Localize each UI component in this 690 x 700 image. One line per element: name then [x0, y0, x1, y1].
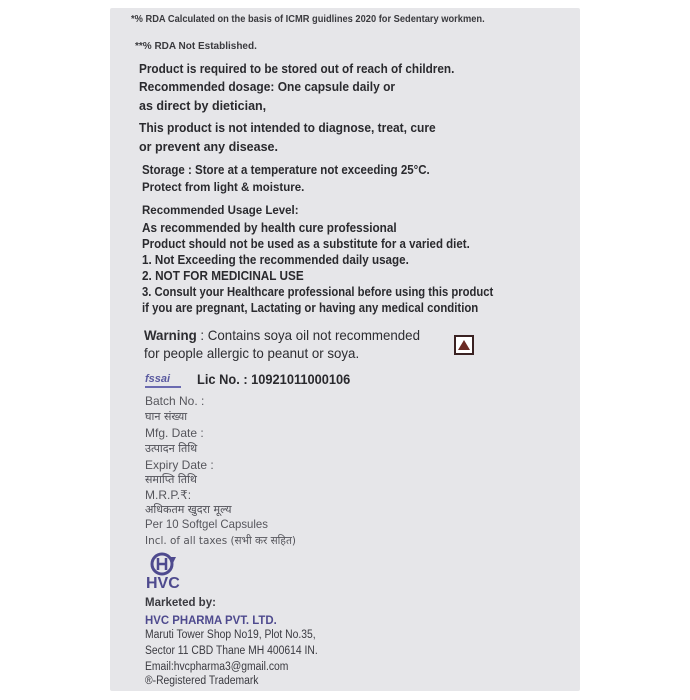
usage-item-3-continued: if you are pregnant, Lactating or having any medical condition [142, 301, 479, 315]
rda-basis-footnote: *% RDA Calculated on the basis of ICMR guidlines 2020 for Sedentary workmen. [131, 14, 485, 25]
usage-line-2: Product should not be used as a substitute for a varied diet. [142, 237, 470, 251]
hvc-logo-icon [148, 551, 182, 577]
fssai-logo-underline [145, 386, 181, 388]
warning-text-line-2: for people allergic to peanut or soya. [144, 345, 360, 361]
storage-children-text: Product is required to be stored out of reach of children. [139, 62, 455, 76]
protect-text: Protect from light & moisture. [142, 182, 305, 194]
trademark-note: ®-Registered Trademark [145, 675, 259, 687]
marketed-by-label: Marketed by: [145, 597, 216, 609]
company-email: Email:hvcpharma3@gmail.com [145, 661, 289, 673]
expiry-date-label: Expiry Date : [145, 458, 214, 472]
address-line-1: Maruti Tower Shop No19, Plot No.35, [145, 629, 316, 641]
warning-text-line-1: Warning : Contains soya oil not recommended [144, 327, 420, 343]
usage-line-1: As recommended by health cure professional [142, 221, 397, 235]
company-name: HVC PHARMA PVT. LTD. [145, 613, 277, 627]
expiry-date-hindi-label: समाप्ति तिथि [145, 473, 197, 486]
address-line-2: Sector 11 CBD Thane MH 400614 IN. [145, 645, 318, 657]
disclaimer-line-2: or prevent any disease. [139, 140, 278, 154]
storage-temperature-text: Storage : Store at a temperature not exceeding 25°C. [142, 163, 430, 177]
mrp-label: M.R.P.₹: [145, 488, 192, 502]
rda-not-established-footnote: **% RDA Not Established. [135, 41, 257, 52]
mrp-hindi-label: अधिकतम खुदरा मूल्य [145, 503, 232, 516]
taxes-text: Incl. of all taxes (सभी कर सहित) [145, 534, 296, 547]
usage-heading: Recommended Usage Level: [142, 205, 299, 217]
fssai-logo: fssai [145, 373, 171, 385]
batch-number-hindi-label: घान संख्या [145, 410, 188, 423]
mfg-date-label: Mfg. Date : [145, 426, 204, 440]
mfg-date-hindi-label: उत्पादन तिथि [145, 442, 198, 455]
license-number: Lic No. : 10921011000106 [197, 372, 351, 387]
triangle-warning-icon [454, 335, 474, 355]
disclaimer-line-1: This product is not intended to diagnose, treat, cure [139, 121, 436, 135]
usage-item-2: 2. NOT FOR MEDICINAL USE [142, 269, 304, 283]
usage-item-3: 3. Consult your Healthcare professional before using this product [142, 285, 494, 299]
batch-number-label: Batch No. : [145, 394, 205, 408]
pack-size-text: Per 10 Softgel Capsules [145, 517, 268, 531]
company-logo-text: HVC [146, 575, 180, 592]
dosage-line-2: as direct by dietician, [139, 99, 267, 113]
usage-item-1: 1. Not Exceeding the recommended daily usage. [142, 253, 409, 267]
dosage-line-1: Recommended dosage: One capsule daily or [139, 80, 396, 94]
